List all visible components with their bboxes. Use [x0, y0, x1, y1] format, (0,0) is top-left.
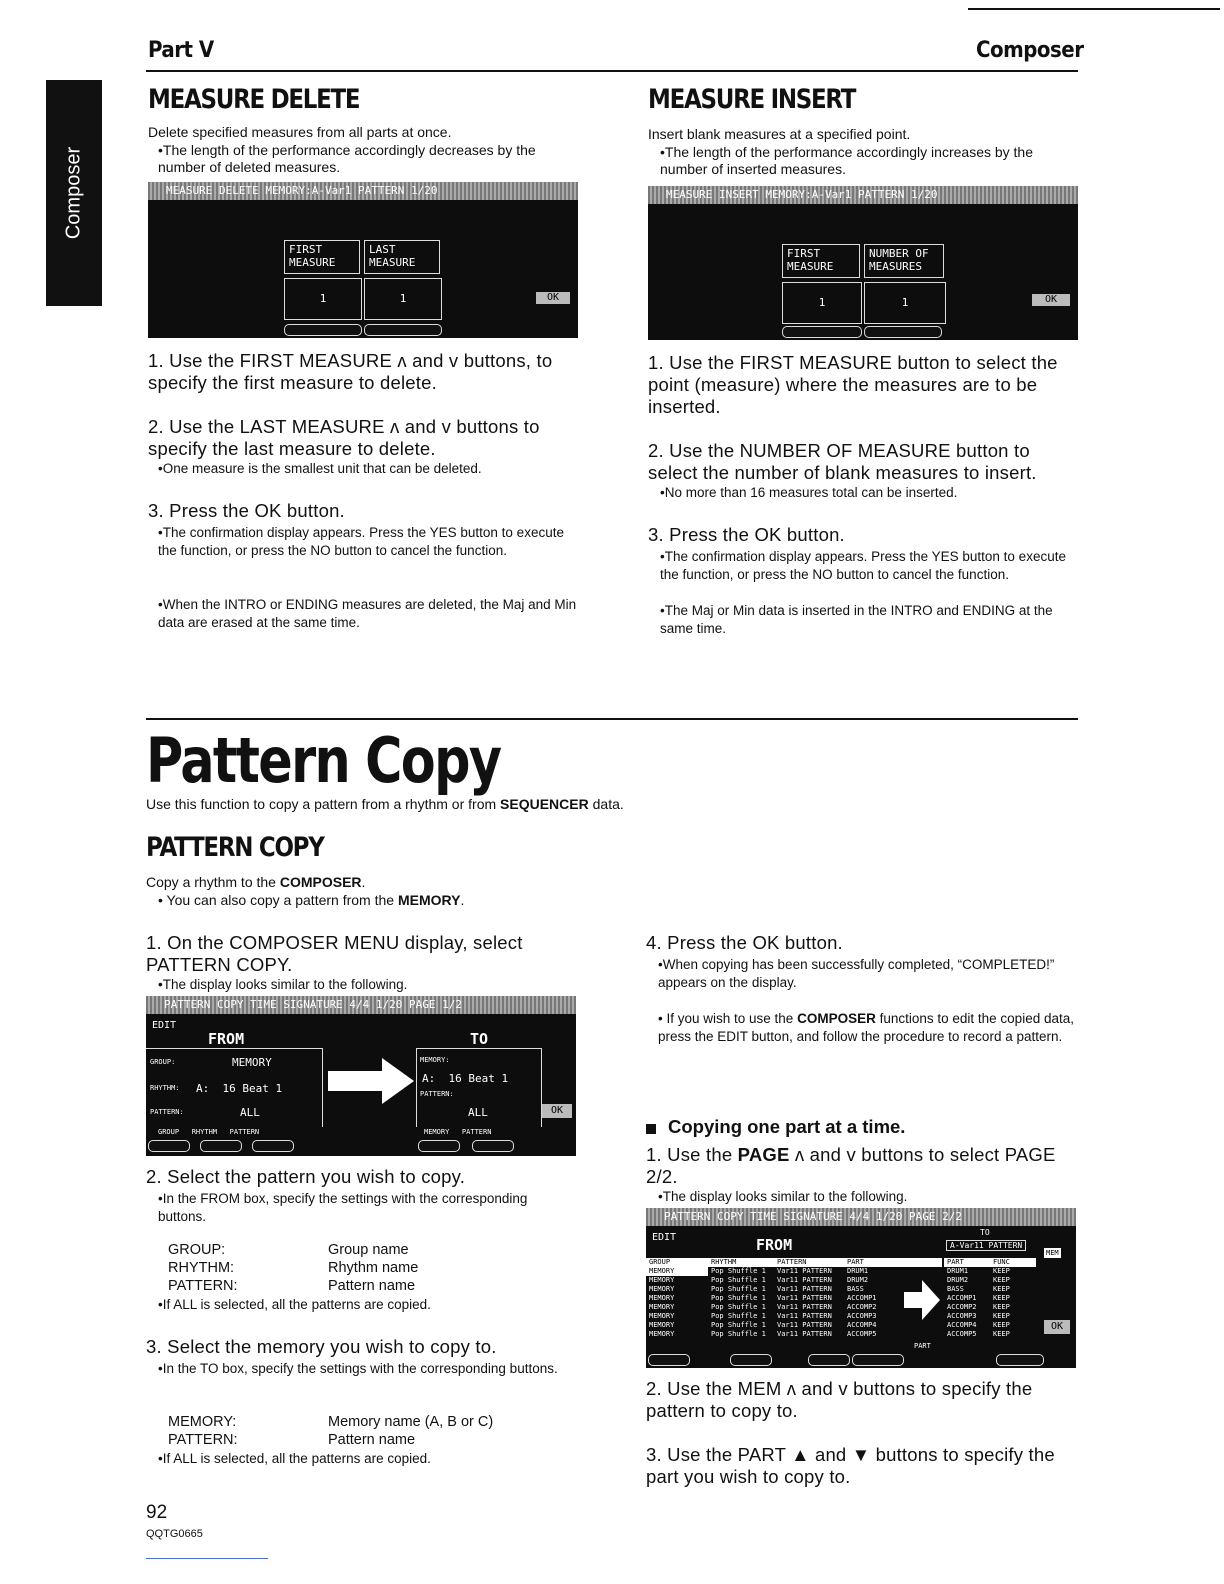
- copy-step-1: 1. On the COMPOSER MENU display, select PATTERN COPY.: [146, 932, 523, 975]
- copying-one-part-heading: Copying one part at a time.: [668, 1116, 906, 1137]
- copy-step-3: 3. Select the memory you wish to copy to.: [146, 1336, 497, 1357]
- header-part: Part V: [148, 38, 214, 63]
- row-value: Pattern name: [328, 1432, 416, 1448]
- pattern-copy-subtitle: PATTERN COPY: [146, 832, 324, 863]
- sidebar-tab-label: Composer: [62, 146, 85, 240]
- row-key: RHYTHM:: [168, 1260, 235, 1276]
- delete-step-3-note-1: • The confirmation display appears. Press the YES button to execute the function, or press the NO button to cancel the function.: [158, 524, 578, 560]
- pattern-knob[interactable]: [252, 1140, 294, 1152]
- ok-button[interactable]: OK: [542, 1104, 572, 1118]
- group-value[interactable]: MEMORY: [232, 1056, 272, 1069]
- to-pattern-value[interactable]: ALL: [468, 1106, 488, 1119]
- copy-step-2: 2. Select the pattern you wish to copy.: [146, 1166, 466, 1187]
- col-part: PART: [947, 1258, 964, 1266]
- col-func: FUNC: [993, 1258, 1010, 1266]
- delete-step-2-note: • One measure is the smallest unit that can be deleted.: [158, 460, 578, 478]
- part-knob[interactable]: [852, 1354, 904, 1366]
- row-key: PATTERN:: [168, 1432, 238, 1448]
- insert-step-1: 1. Use the FIRST MEASURE button to select the point (measure) where the measures are to be inserted.: [648, 352, 1058, 417]
- copy-step-4: 4. Press the OK button.: [646, 932, 843, 953]
- first-measure-knob[interactable]: [782, 326, 862, 338]
- ok-button[interactable]: OK: [536, 292, 570, 304]
- screen-title-bar: PATTERN COPY TIME SIGNATURE 4/4 1/20 PAGE 1/2: [146, 996, 576, 1014]
- copy-step-4-note-2: • If you wish to use the COMPOSER functions to edit the copied data, press the EDIT button, and follow the procedure to record a pattern.: [658, 1010, 1078, 1046]
- part-step-2: 2. Use the MEM ʌ and v buttons to specify the pattern to copy to.: [646, 1378, 1033, 1421]
- to-memory-value[interactable]: A: 16 Beat 1: [422, 1072, 509, 1085]
- ok-button[interactable]: OK: [1044, 1320, 1070, 1334]
- memory-knob[interactable]: [418, 1140, 460, 1152]
- copy-step-2-note: • In the FROM box, specify the settings with the corresponding buttons.: [158, 1190, 578, 1226]
- edit-label[interactable]: EDIT: [652, 1232, 677, 1243]
- copy-step-3-note: • In the TO box, specify the settings with the corresponding buttons.: [158, 1360, 578, 1378]
- part-step-1: 1. Use the PAGE ʌ and v buttons to select PAGE 2/2.: [646, 1144, 1056, 1187]
- measure-delete-screen: [148, 182, 578, 338]
- pattern-copy-sub-intro: Copy a rhythm to the COMPOSER.: [146, 874, 366, 890]
- measure-insert-title: MEASURE INSERT: [648, 84, 856, 115]
- pattern-copy-screen-page2: [646, 1208, 1076, 1368]
- pattern-copy-sub-note: • You can also copy a pattern from the MEMORY.: [158, 892, 464, 909]
- copy-step-2-note-2: • If ALL is selected, all the patterns are copied.: [158, 1296, 431, 1314]
- table-row[interactable]: ACCOMP4 KEEP: [947, 1321, 1010, 1329]
- screen-title-bar: PATTERN COPY TIME SIGNATURE 4/4 1/20 PAGE 2/2: [646, 1208, 1076, 1226]
- last-measure-label: LAST MEASURE: [364, 240, 440, 274]
- first-measure-value[interactable]: 1: [782, 282, 862, 324]
- measure-delete-intro: Delete specified measures from all parts at once.: [148, 124, 452, 140]
- group-knob[interactable]: [648, 1354, 690, 1366]
- to-memory-label: MEMORY:: [420, 1056, 450, 1064]
- row-value: Group name: [328, 1242, 409, 1258]
- header-section: Composer: [976, 38, 1084, 63]
- ok-button[interactable]: OK: [1032, 294, 1070, 306]
- insert-step-2-note: • No more than 16 measures total can be inserted.: [660, 484, 1080, 502]
- first-measure-value[interactable]: 1: [284, 278, 362, 320]
- rhythm-value[interactable]: A: 16 Beat 1: [196, 1082, 283, 1095]
- to-pattern-knob[interactable]: [472, 1140, 514, 1152]
- screen-title-bar: MEASURE DELETE MEMORY:A-Var1 PATTERN 1/20: [148, 182, 578, 200]
- group-label: GROUP:: [150, 1058, 176, 1066]
- first-measure-label: FIRST MEASURE: [782, 244, 860, 278]
- table-row[interactable]: MEMORY Pop Shuffle 1 Var11 PATTERN DRUM1: [646, 1267, 880, 1276]
- table-row[interactable]: MEMORY Pop Shuffle 1 Var11 PATTERN ACCOMP4: [649, 1321, 877, 1329]
- insert-step-3: 3. Press the OK button.: [648, 524, 845, 545]
- delete-step-2: 2. Use the LAST MEASURE ʌ and v buttons to specify the last measure to delete.: [148, 416, 540, 459]
- table-row[interactable]: MEMORY Pop Shuffle 1 Var11 PATTERN ACCOMP1: [649, 1294, 877, 1302]
- col-rhythm: RHYTHM: [711, 1258, 737, 1266]
- row-value: Rhythm name: [328, 1260, 419, 1276]
- page-number: 92: [146, 1502, 168, 1523]
- edit-label[interactable]: EDIT: [152, 1020, 177, 1031]
- delete-step-3: 3. Press the OK button.: [148, 500, 345, 521]
- copy-step-3-list: [168, 1414, 568, 1454]
- mem-button[interactable]: MEM: [1046, 1249, 1059, 1257]
- table-row[interactable]: ACCOMP3 KEEP: [947, 1312, 1010, 1320]
- number-of-measures-label: NUMBER OF MEASURES: [864, 244, 944, 278]
- part-step-1-note: • The display looks similar to the following.: [658, 1188, 907, 1206]
- delete-step-1: 1. Use the FIRST MEASURE ʌ and v buttons, to specify the first measure to delete.: [148, 350, 553, 393]
- from-label: FROM: [756, 1236, 793, 1254]
- subhead-square-icon: [646, 1124, 656, 1134]
- to-part-knob[interactable]: [996, 1354, 1044, 1366]
- to-label: TO: [980, 1228, 990, 1237]
- pattern-copy-screen-page1: [146, 996, 576, 1156]
- measure-delete-intro-note: • The length of the performance accordingly decreases by the number of deleted measures.: [158, 142, 586, 176]
- row-value: Pattern name: [328, 1278, 416, 1294]
- copy-step-2-list: [168, 1242, 568, 1302]
- to-pattern-label: PATTERN:: [420, 1090, 454, 1098]
- to-pattern-value[interactable]: A-Var11 PATTERN: [946, 1240, 1026, 1251]
- to-label: TO: [470, 1030, 489, 1048]
- to-tab-labels: MEMORY PATTERN: [424, 1128, 492, 1136]
- pattern-copy-intro: Use this function to copy a pattern from a rhythm or from SEQUENCER data.: [146, 796, 624, 812]
- table-row[interactable]: MEMORY Pop Shuffle 1 Var11 PATTERN DRUM2: [649, 1276, 869, 1284]
- pattern-copy-title: Pattern Copy: [146, 724, 501, 797]
- pattern-knob[interactable]: [808, 1354, 850, 1366]
- pattern-label: PATTERN:: [150, 1108, 184, 1116]
- rhythm-label: RHYTHM:: [150, 1084, 180, 1092]
- insert-step-3-note-2: • The Maj or Min data is inserted in the INTRO and ENDING at the same time.: [660, 602, 1080, 638]
- copy-step-4-note: • When copying has been successfully completed, “COMPLETED!” appears on the display.: [658, 956, 1078, 992]
- number-of-measures-value[interactable]: 1: [864, 282, 946, 324]
- table-header-row: [944, 1258, 1036, 1267]
- table-row[interactable]: ACCOMP1 KEEP: [947, 1294, 1010, 1302]
- copy-step-3-note-2: • If ALL is selected, all the patterns are copied.: [158, 1450, 431, 1468]
- row-key: GROUP:: [168, 1242, 226, 1258]
- first-measure-knob[interactable]: [284, 324, 362, 336]
- table-row[interactable]: MEMORY Pop Shuffle 1 Var11 PATTERN ACCOMP3: [649, 1312, 877, 1320]
- insert-step-3-note-1: • The confirmation display appears. Press the YES button to execute the function, or press the NO button to cancel the function.: [660, 548, 1080, 584]
- measure-insert-screen: [648, 186, 1078, 340]
- screen-title-bar: MEASURE INSERT MEMORY:A-Var1 PATTERN 1/20: [648, 186, 1078, 204]
- measure-insert-intro: Insert blank measures at a specified point.: [648, 126, 911, 142]
- table-row[interactable]: DRUM1 KEEP: [947, 1267, 1010, 1275]
- header-rule: [146, 70, 1078, 72]
- top-rule: [968, 8, 1220, 10]
- last-measure-knob[interactable]: [364, 324, 442, 336]
- table-header-row: [646, 1258, 880, 1267]
- rhythm-knob[interactable]: [730, 1354, 772, 1366]
- part-step-3: 3. Use the PART ▲ and ▼ buttons to specify the part you wish to copy to.: [646, 1444, 1055, 1487]
- measure-delete-title: MEASURE DELETE: [148, 84, 360, 115]
- table-row[interactable]: BASS KEEP: [947, 1285, 1010, 1293]
- from-table: [646, 1258, 880, 1339]
- part-label: PART: [914, 1342, 931, 1350]
- sidebar-tab: [46, 80, 102, 306]
- insert-step-2: 2. Use the NUMBER OF MEASURE button to select the number of blank measures to insert.: [648, 440, 1037, 483]
- copy-step-1-note: • The display looks similar to the following.: [158, 976, 407, 994]
- from-tab-labels: GROUP RHYTHM PATTERN: [158, 1128, 260, 1136]
- table-row[interactable]: MEMORY Pop Shuffle 1 Var11 PATTERN BASS: [649, 1285, 864, 1293]
- doc-code: QQTG0665: [146, 1528, 203, 1540]
- table-row[interactable]: MEMORY Pop Shuffle 1 Var11 PATTERN ACCOMP2: [649, 1303, 877, 1311]
- rhythm-knob[interactable]: [200, 1140, 242, 1152]
- last-measure-value[interactable]: 1: [364, 278, 442, 320]
- to-table: [944, 1258, 1036, 1339]
- arrow-right-icon: [328, 1058, 414, 1104]
- footer-rule: [146, 1558, 268, 1559]
- measure-insert-intro-note: • The length of the performance accordingly increases by the number of inserted measures.: [660, 144, 1080, 178]
- table-row[interactable]: ACCOMP5 KEEP: [947, 1330, 1010, 1338]
- table-row[interactable]: DRUM2 KEEP: [947, 1276, 1010, 1284]
- first-measure-label: FIRST MEASURE: [284, 240, 360, 274]
- pattern-value[interactable]: ALL: [240, 1106, 260, 1119]
- from-label: FROM: [208, 1030, 245, 1048]
- row-key: PATTERN:: [168, 1278, 238, 1294]
- col-part: PART: [847, 1258, 864, 1266]
- arrow-right-icon: [904, 1280, 940, 1320]
- row-value: Memory name (A, B or C): [328, 1414, 494, 1430]
- number-knob[interactable]: [864, 326, 942, 338]
- section-divider: [146, 718, 1078, 720]
- group-knob[interactable]: [148, 1140, 190, 1152]
- col-pattern: PATTERN: [777, 1258, 807, 1266]
- table-row[interactable]: ACCOMP2 KEEP: [947, 1303, 1010, 1311]
- delete-step-3-note-2: • When the INTRO or ENDING measures are deleted, the Maj and Min data are erased at the same time.: [158, 596, 578, 632]
- table-row[interactable]: MEMORY Pop Shuffle 1 Var11 PATTERN ACCOMP5: [649, 1330, 877, 1338]
- row-key: MEMORY:: [168, 1414, 237, 1430]
- col-group: GROUP: [649, 1258, 671, 1266]
